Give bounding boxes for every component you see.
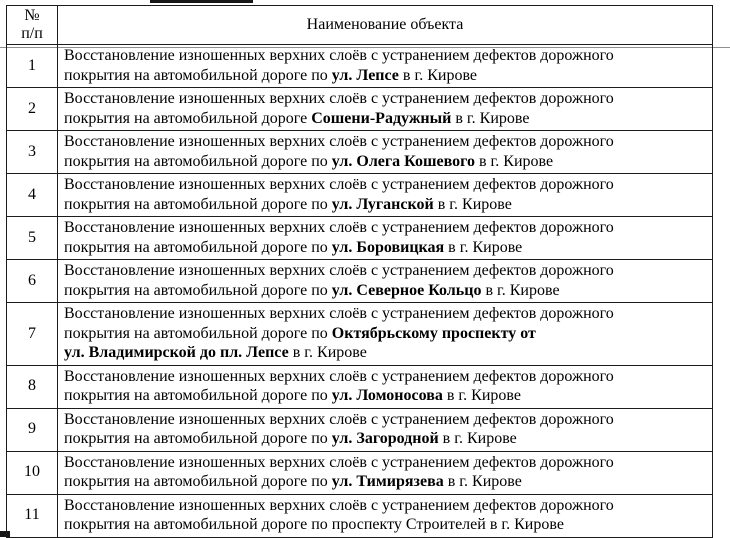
object-name-cell — [58, 303, 713, 366]
objects-table-body — [7, 45, 713, 538]
object-name-cell — [58, 260, 713, 303]
object-name-cell — [58, 365, 713, 408]
object-name-cell — [58, 451, 713, 494]
object-name-cell — [58, 408, 713, 451]
row-number-cell: 3 — [7, 131, 58, 174]
text-line: покрытия на автомобильной дороге по ул. Луганской в г. Кирове — [64, 195, 512, 213]
text-line: покрытия на автомобильной дороге по Октябрьскому проспекту от — [64, 324, 536, 342]
row-number-cell: 11 — [7, 494, 58, 537]
table-row — [7, 365, 713, 408]
text-line: покрытия на автомобильной дороге по ул. Загородной в г. Кирове — [64, 430, 517, 447]
object-name-cell — [58, 131, 713, 174]
text-line: покрытия на автомобильной дороге Сошени-Радужный в г. Кирове — [64, 109, 530, 127]
object-name-cell — [58, 217, 713, 260]
objects-table-head — [7, 6, 713, 45]
cutoff-text-fragment — [150, 0, 253, 3]
text-line: Восстановление изношенных верхних слоёв с устранением дефектов дорожного — [64, 305, 614, 322]
row-number-cell: 4 — [7, 174, 58, 217]
number-header-line1: № — [24, 7, 40, 24]
row-number-cell: 10 — [7, 451, 58, 494]
table-row — [7, 174, 713, 217]
table-row — [7, 260, 713, 303]
text-line: Восстановление изношенных верхних слоёв с устранением дефектов дорожного — [64, 176, 614, 193]
row-number-cell: 8 — [7, 365, 58, 408]
row-number-cell: 1 — [7, 45, 58, 88]
text-line: Восстановление изношенных верхних слоёв с устранением дефектов дорожного — [64, 47, 614, 64]
row-number-cell: 5 — [7, 217, 58, 260]
text-line: Восстановление изношенных верхних слоёв с устранением дефектов дорожного — [64, 367, 614, 385]
text-line: покрытия на автомобильной дороге по ул. Ломоносова в г. Кирове — [64, 387, 521, 404]
text-line: Восстановление изношенных верхних слоёв с устранением дефектов дорожного — [64, 219, 614, 236]
text-line: покрытия на автомобильной дороге по ул. Боровицкая в г. Кирове — [64, 238, 523, 256]
text-line: ул. Владимирской до пл. Лепсе в г. Кирове — [64, 344, 367, 361]
text-line: Восстановление изношенных верхних слоёв с устранением дефектов дорожного — [64, 410, 614, 428]
object-name-cell — [58, 494, 713, 537]
text-line: Восстановление изношенных верхних слоёв с устранением дефектов дорожного — [64, 262, 614, 279]
row-number-cell: 2 — [7, 88, 58, 131]
table-row — [7, 494, 713, 537]
object-name-cell — [58, 88, 713, 131]
table-row — [7, 408, 713, 451]
object-name-cell — [58, 174, 713, 217]
number-header-line2: п/п — [21, 25, 43, 42]
table-row — [7, 88, 713, 131]
table-row — [7, 303, 713, 366]
row-number-cell: 7 — [7, 303, 58, 366]
text-line: Восстановление изношенных верхних слоёв с устранением дефектов дорожного — [64, 496, 614, 514]
table-row — [7, 451, 713, 494]
column-header-number — [7, 6, 58, 45]
object-name-cell — [58, 45, 713, 88]
text-line: Восстановление изношенных верхних слоёв с устранением дефектов дорожного — [64, 90, 614, 107]
table-row — [7, 45, 713, 88]
table-row — [7, 217, 713, 260]
text-line: покрытия на автомобильной дороге по ул. Олега Кошевого в г. Кирове — [64, 152, 554, 170]
row-number-cell: 9 — [7, 408, 58, 451]
table-row — [7, 131, 713, 174]
row-number-cell: 6 — [7, 260, 58, 303]
objects-table — [6, 5, 713, 538]
text-line: покрытия на автомобильной дороге по ул. Лепсе в г. Кирове — [64, 66, 478, 84]
header-row — [7, 6, 713, 45]
text-line: покрытия на автомобильной дороге по ул. Тимирязева в г. Кирове — [64, 473, 522, 490]
text-line: Восстановление изношенных верхних слоёв с устранением дефектов дорожного — [64, 453, 614, 471]
column-header-object-name: Наименование объекта — [58, 6, 713, 45]
text-line: покрытия на автомобильной дороге по ул. Северное Кольцо в г. Кирове — [64, 281, 560, 299]
text-line: Восстановление изношенных верхних слоёв с устранением дефектов дорожного — [64, 133, 614, 150]
text-line: покрытия на автомобильной дороге по проспекту Строителей в г. Кирове — [64, 516, 564, 533]
